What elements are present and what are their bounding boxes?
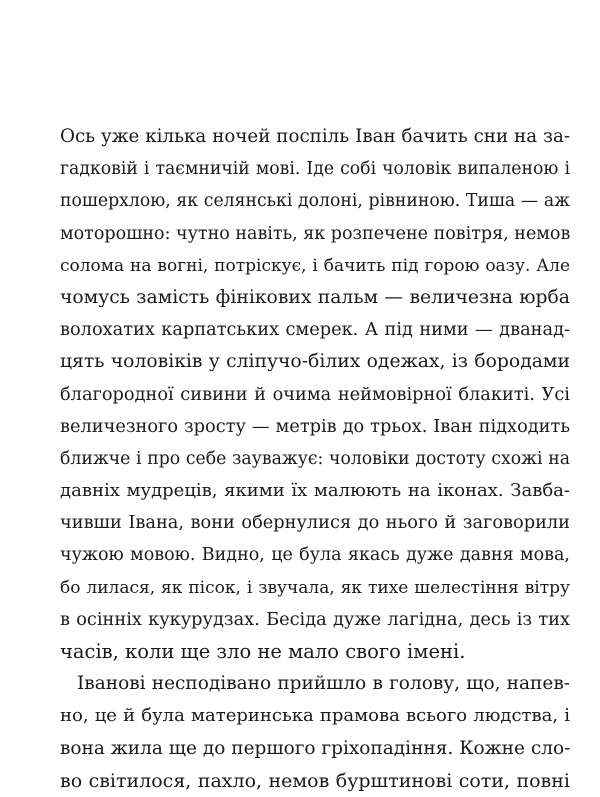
paragraph-2	[60, 668, 570, 797]
text-line: моторошно: чутно навіть, як розпечене повітря, немов	[60, 223, 571, 244]
text-line: ближче і про себе зауважує: чоловіки достоту схожі на	[60, 448, 570, 469]
text-line: волохатих карпатських смерек. А під ними — дванад-	[60, 320, 570, 341]
body-text	[60, 121, 570, 797]
text-line: чужою мовою. Видно, це була якась дуже давня мова,	[60, 545, 570, 566]
text-line: гадковій і таємничій мові. Іде собі чоловік випаленою і	[60, 159, 570, 180]
text-line: солома на вогні, потріскує, і бачить під горою оазу. Але	[60, 255, 570, 276]
text-line: бо лилася, як пісок, і звучала, як тихе шелестіння вітру	[60, 577, 570, 598]
text-line: чивши Івана, вони обернулися до нього й заговорили	[60, 513, 570, 534]
text-line: благородної сивини й очима неймовірної блакиті. Усі	[60, 384, 570, 405]
text-line: чомусь замість фінікових пальм — величезна юрба	[60, 286, 570, 308]
text-line: в осінніх кукурудзах. Бесіда дуже лагідна, десь із тих	[60, 609, 570, 630]
text-line: часів, коли ще зло не мало свого імені.	[60, 640, 466, 663]
text-line: цять чоловіків у сліпучо-білих одежах, із бородами	[60, 351, 570, 373]
text-line: Ось уже кілька ночей поспіль Іван бачить сни на за-	[60, 126, 570, 147]
text-line: во світилося, пахло, немов бурштинові соти, повні	[60, 769, 570, 792]
text-line: величезного зросту — метрів до трьох. Іван підходить	[60, 416, 570, 437]
text-line: давніх мудреців, якими їх малюють на іконах. Завба-	[60, 480, 570, 502]
text-line: вона жила ще до першого гріхопадіння. Кожне сло-	[60, 737, 571, 759]
text-line: пошерхлою, як селянські долоні, рівниною. Тиша — аж	[60, 191, 570, 212]
text-line: Іванові несподівано прийшло в голову, що, напев-	[77, 673, 570, 695]
paragraph-1	[60, 121, 570, 668]
text-line: но, це й була материнська прамова всього людства, і	[60, 705, 570, 727]
